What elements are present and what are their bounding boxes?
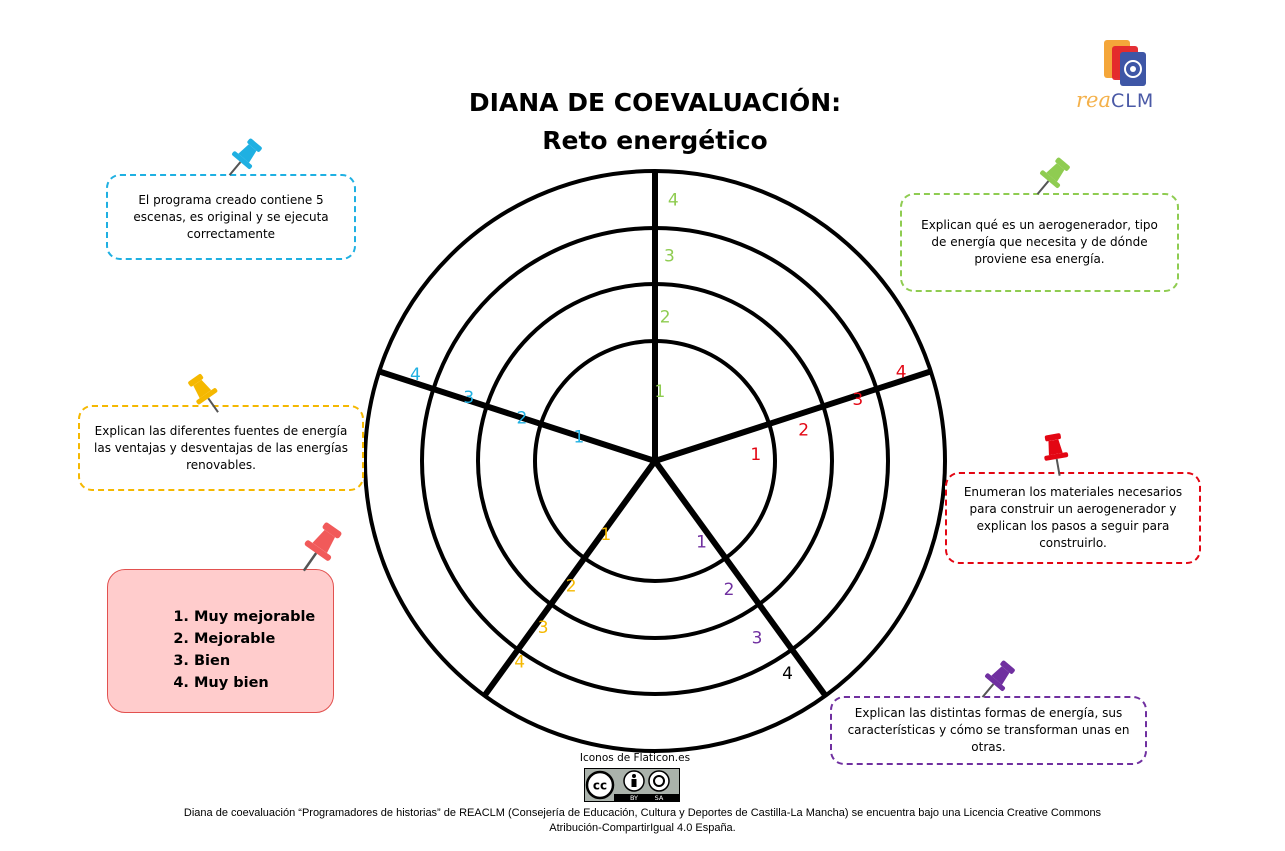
score-label-blue-1: 1 bbox=[573, 427, 585, 448]
score-label-purple-3: 3 bbox=[751, 628, 763, 649]
score-label-yellow-1: 1 bbox=[600, 524, 612, 545]
pushpin-icon bbox=[222, 136, 264, 182]
pushpin-icon bbox=[185, 372, 227, 418]
score-label-blue-2: 2 bbox=[516, 408, 528, 429]
score-label-green-3: 3 bbox=[663, 246, 675, 267]
legend-item: 2. Mejorable bbox=[194, 628, 315, 650]
criterion-note-purple bbox=[830, 696, 1147, 765]
score-label-red-2: 2 bbox=[798, 420, 810, 441]
legend-item: 1. Muy mejorable bbox=[194, 606, 315, 628]
score-label-red-1: 1 bbox=[750, 444, 762, 465]
criterion-note-blue bbox=[106, 174, 356, 260]
criterion-note-green bbox=[900, 193, 1179, 292]
target-spokes bbox=[379, 171, 931, 696]
title-line-2: Reto energético bbox=[542, 126, 768, 155]
logo-rea-text: rea bbox=[1076, 88, 1111, 112]
logo-clm-text: CLM bbox=[1111, 90, 1155, 112]
score-label-green-1: 1 bbox=[654, 382, 666, 403]
score-label-green-4: 4 bbox=[667, 190, 679, 211]
pushpin-icon bbox=[1035, 432, 1077, 478]
cc-text: cc bbox=[592, 778, 608, 793]
icons-credit: Iconos de Flaticon.es bbox=[579, 752, 691, 764]
score-label-purple-1: 1 bbox=[696, 532, 707, 553]
score-label-red-3: 3 bbox=[852, 390, 864, 411]
criterion-text-red: Enumeran los materiales necesarios para construir un aerogenerador y explican los pasos a seguir para construirlo. bbox=[963, 485, 1183, 550]
by-text: BY bbox=[629, 794, 639, 802]
criterion-text-green: Explican qué es un aerogenerador, tipo de energía que necesita y de dónde proviene esa energía. bbox=[921, 218, 1158, 266]
license-text bbox=[40, 806, 1245, 836]
title-line-1: DIANA DE COEVALUACIÓN: bbox=[468, 88, 842, 117]
pushpin-icon bbox=[292, 520, 346, 578]
score-legend bbox=[107, 569, 334, 713]
legend-item: 4. Muy bien bbox=[194, 672, 315, 694]
criterion-text-blue: El programa creado contiene 5 escenas, es original y se ejecuta correctamente bbox=[133, 192, 329, 241]
legend-item: 3. Bien bbox=[194, 650, 315, 672]
pushpin-icon bbox=[975, 658, 1017, 704]
score-label-purple-2: 2 bbox=[723, 580, 735, 601]
cc-by-sa-badge bbox=[584, 768, 680, 802]
criterion-text-yellow: Explican las diferentes fuentes de energía las ventajas y desventajas de las energías renovables. bbox=[94, 423, 348, 472]
score-label-green-2: 2 bbox=[659, 307, 671, 328]
license-line-1: Diana de coevaluación “Programadores de historias” de REACLM (Consejería de Educación, Cultura y Deportes de Castilla-La Mancha) se encuentra bajo una Licencia Creative Commons bbox=[183, 807, 1102, 819]
score-label-red-4: 4 bbox=[895, 362, 907, 383]
score-label-blue-3: 3 bbox=[463, 387, 475, 408]
criterion-text-purple: Explican las distintas formas de energía, sus características y cómo se transforman unas en otras. bbox=[847, 706, 1130, 754]
score-label-yellow-2: 2 bbox=[565, 576, 577, 597]
pushpin-icon bbox=[1030, 155, 1072, 201]
score-label-yellow-3: 3 bbox=[537, 617, 549, 638]
criterion-note-red bbox=[945, 472, 1201, 564]
license-line-2: Atribución-CompartirIgual 4.0 España. bbox=[549, 822, 736, 834]
score-label-blue-4: 4 bbox=[409, 364, 421, 385]
legend-list bbox=[164, 606, 315, 694]
score-label-purple-4: 4 bbox=[782, 664, 793, 685]
score-label-yellow-4: 4 bbox=[514, 652, 526, 673]
sa-text: SA bbox=[654, 794, 664, 802]
